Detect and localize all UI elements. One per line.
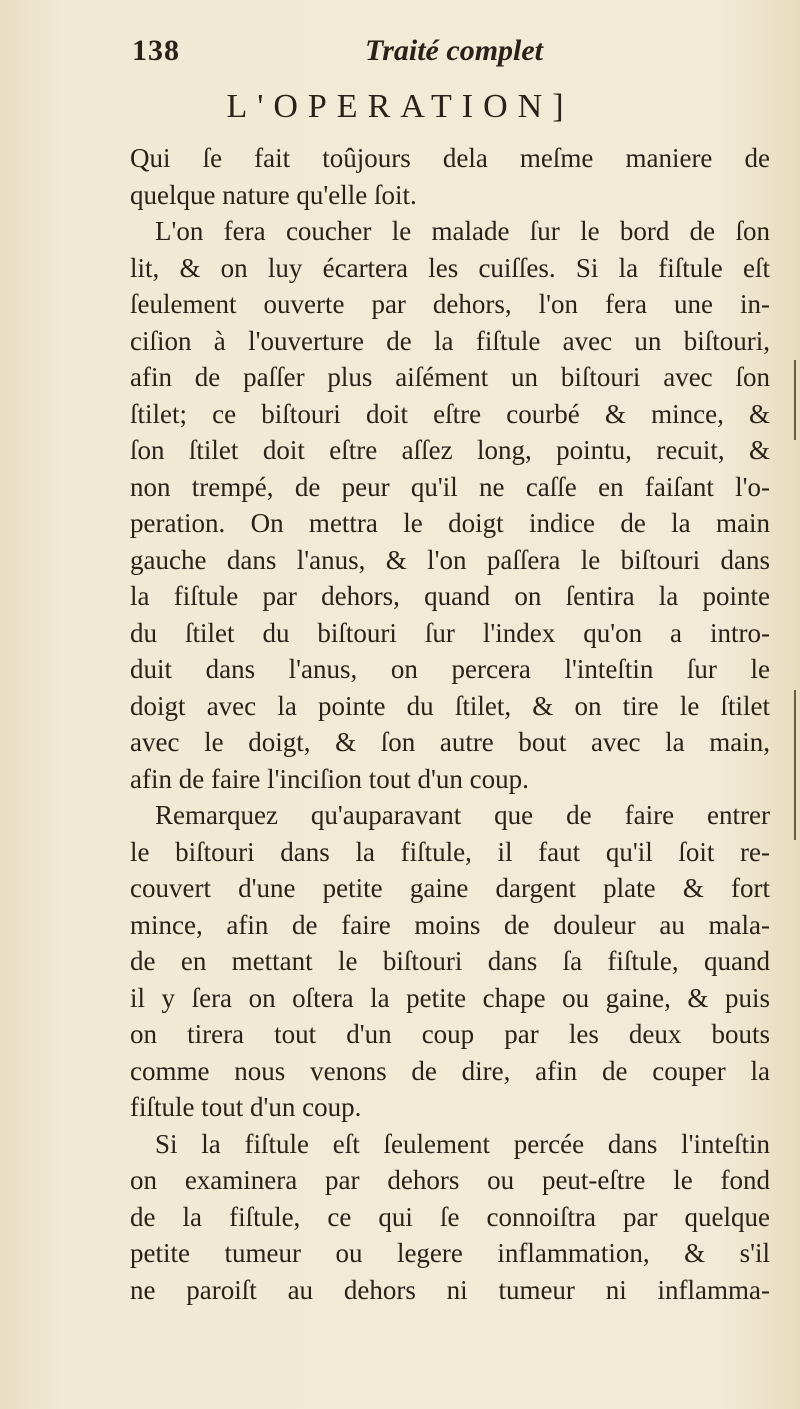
text-line: Remarquez qu'auparavant que de faire entrer (155, 800, 770, 830)
text-line: de la fiſtule, ce qui ſe connoiſtra par quelque (130, 1201, 770, 1232)
text-line: Qui ſe fait toûjours dela meſme maniere de (130, 143, 770, 173)
text-line: couvert d'une petite gaine dargent plate & fort (130, 873, 770, 903)
text-line: comme nous venons de dire, afin de couper la (130, 1055, 770, 1086)
text-line: quelque nature qu'elle ſoit. (130, 179, 417, 210)
text-line: ſeulement ouverte par dehors, l'on fera une in- (130, 289, 770, 319)
section-title: L'OPERATION] (226, 88, 574, 125)
text-line: mince, afin de faire moins de douleur au mala- (130, 909, 770, 940)
text-line: lit, & on luy écartera les cuiſſes. Si la fiſtule eſt (130, 252, 770, 283)
text-line: ne paroiſt au dehors ni tumeur ni inflamma- (130, 1274, 770, 1305)
text-line: on examinera par dehors ou peut-eſtre le fond (130, 1165, 770, 1195)
text-line: peration. On mettra le doigt indice de la main (130, 508, 770, 538)
text-line: ſtilet; ce biſtouri doit eſtre courbé & mince, & (130, 398, 770, 429)
text-line: doigt avec la pointe du ſtilet, & on tire le ſtilet (130, 690, 770, 721)
text-line: non trempé, de peur qu'il ne caſſe en faiſant l'o- (130, 471, 770, 502)
text-line: Si la fiſtule eſt ſeulement percée dans l'inteſtin (155, 1128, 770, 1159)
text-line: ſon ſtilet doit eſtre aſſez long, pointu, recuit, & (130, 435, 770, 465)
text-line: duit dans l'anus, on percera l'inteſtin ſur le (130, 654, 770, 684)
text-line: du ſtilet du biſtouri ſur l'index qu'on a intro- (130, 617, 770, 648)
text-line: fiſtule tout d'un coup. (130, 1092, 362, 1122)
text-line: la fiſtule par dehors, quand on ſentira la pointe (130, 581, 770, 611)
text-line: gauche dans l'anus, & l'on paſſera le biſtouri dans (130, 544, 770, 575)
margin-rule (794, 360, 796, 440)
text-line: ciſion à l'ouverture de la fiſtule avec un biſtouri, (130, 325, 770, 356)
margin-rule (794, 690, 796, 840)
body-text (130, 140, 770, 1308)
text-line: avec le doigt, & ſon autre bout avec la main, (130, 727, 770, 757)
text-line: petite tumeur ou legere inflammation, & s'il (130, 1238, 770, 1268)
running-title: Traité complet (365, 34, 544, 67)
text-line: le biſtouri dans la fiſtule, il faut qu'il ſoit re- (130, 836, 770, 867)
text-line: L'on fera coucher le malade ſur le bord de ſon (155, 216, 770, 246)
page-number: 138 (132, 34, 180, 67)
page-header (130, 34, 770, 78)
text-line: afin de faire l'inciſion tout d'un coup. (130, 763, 529, 794)
text-line: il y ſera on oſtera la petite chape ou gaine, & puis (130, 982, 770, 1013)
text-line: de en mettant le biſtouri dans ſa fiſtule, quand (130, 946, 770, 976)
text-line: afin de paſſer plus aiſément un biſtouri avec ſon (130, 362, 770, 392)
text-line: on tirera tout d'un coup par les deux bouts (130, 1019, 770, 1049)
